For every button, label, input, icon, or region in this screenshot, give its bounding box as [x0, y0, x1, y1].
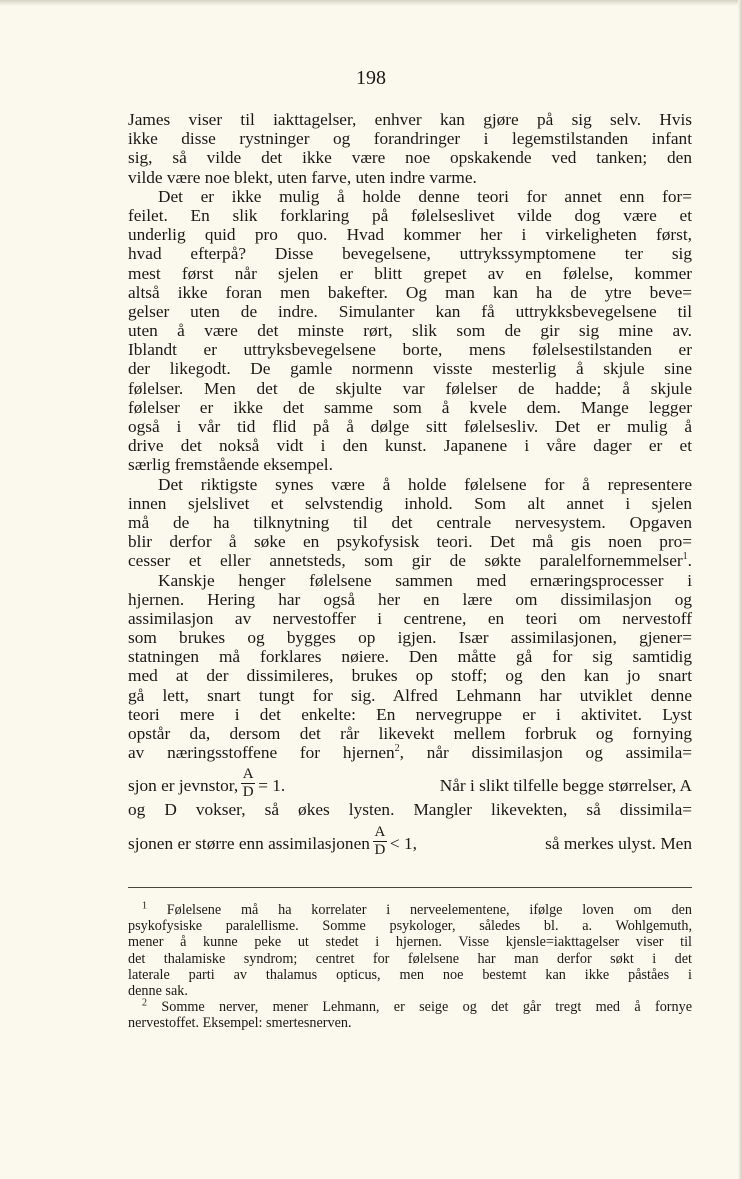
text-line: ikke disse rystninger og forandringer i legemstilstanden infant [128, 129, 692, 149]
formula-line [128, 820, 692, 858]
text-line: følelser. Men det de skjulte var følelser de hadde; å skjule [128, 378, 692, 398]
footnote-mark: 2 [142, 997, 147, 1009]
text-line: og D vokser, så økes lysten. Mangler likevekten, så dissimila= [128, 800, 692, 820]
fraction-denominator: D [242, 784, 254, 801]
text-span: , når dissimilasjon og assimila= [399, 743, 692, 763]
footnote-ref-2: 2 [394, 743, 400, 755]
text-line: Iblandt er uttryksbevegelsene borte, mens følelsestilstanden er [128, 340, 692, 360]
footnote-2 [128, 999, 692, 1015]
text-line: statningen må forklares nøiere. Den måtte gå for sig samtidig [128, 647, 692, 667]
text-line: cesser et eller annetsteds, som gir de søkte paralelfornemmelser$^1$. [128, 551, 692, 571]
text-line: James viser til iakttagelser, enhver kan gjøre på sig selv. Hvis [128, 110, 692, 129]
text-span: < 1, [389, 833, 417, 853]
text-line: må de ha tilknytning til det centrale nervesystem. Opgaven [128, 512, 692, 532]
text-line: særlig fremstående eksempel. [128, 455, 333, 475]
text-line: også i vår tid flid på å dølge sitt følelsesliv. Det er mulig å [128, 417, 692, 436]
text-span: så merkes ulyst. Men [545, 833, 692, 853]
paragraph-start: Kanskje henger følelsene sammen med ernæringsprocesser i [158, 570, 692, 590]
footnote-line: nervestoffet. Eksempel: smertesnerven. [128, 1015, 352, 1032]
formula-segment [128, 821, 417, 858]
footnote-line: psykofysiske paralellisme. Somme psykologer, således bl. a. Wohlgemuth, [128, 918, 692, 935]
text-line: drive det nokså vidt i den kunst. Japanene i våre dager er et [128, 436, 692, 456]
text-line: altså ikke foran men bakefter. Og man kan ha de ytre beve= [128, 282, 692, 302]
text-line: opstår da, dersom det rår likevekt mellem forbruk og fornying [128, 724, 692, 743]
footnotes [128, 902, 692, 1032]
text-line: sig, så vilde det ikke være noe opskakende ved tanken; den [128, 148, 692, 168]
paragraph-start: Det riktigste synes være å holde følelsene for å representere [158, 474, 692, 494]
fraction-denominator: D [374, 841, 386, 858]
footnote-line: laterale parti av thalamus opticus, men noe bestemt kan ikke påståes i [128, 966, 692, 983]
page-number: 198 [356, 67, 386, 89]
text-span: Når i slikt tilfelle begge størrelser, A [439, 776, 692, 796]
text-line: gå lett, snart tungt for sig. Alfred Lehmann har utviklet denne [128, 685, 692, 705]
formula-line [128, 762, 692, 801]
text-line: feilet. En slik forklaring på følelseslivet vilde dog være et [128, 205, 692, 225]
body-text [128, 110, 692, 858]
text-line [128, 743, 692, 762]
text-span: Følelsene må ha korrelater i nerveelementene, ifølge loven om den [166, 902, 693, 918]
text-span: cesser et eller annetsteds, som gir de søkte paralelfornemmelser [128, 551, 683, 571]
fraction-numerator: A [374, 823, 386, 840]
text-span: sjonen er større enn assimilasjonen [128, 833, 370, 853]
text-span: av næringsstoffene for hjernen [128, 743, 395, 763]
fraction-a-over-d [241, 767, 255, 800]
footnote-line: det thalamiske syndrom; centret for følelsene har man derfor søkt i det [128, 950, 692, 967]
footnote-mark: 1 [142, 900, 147, 912]
text-line: der likegodt. De gamle normenn visste mesterlig å skjule sine [128, 359, 692, 379]
text-line: innen sjelslivet et selvstendig inhold. Som alt annet i sjelen [128, 493, 692, 513]
text-line: teori mere i det enkelte: En nervegruppe er i aktivitet. Lyst [128, 704, 692, 724]
footnote-line: denne sak. [128, 982, 188, 999]
text-line: vilde være noe blekt, uten farve, uten indre varme. [128, 167, 477, 187]
text-line: mest først når sjelen er blitt grepet av en følelse, kommer [128, 263, 692, 283]
text-line: følelser er ikke det samme som å kvele dem. Mange legger [128, 397, 692, 417]
text-line: uten å være det minste rørt, slik som de gir sig mine av. [128, 321, 692, 341]
text-line: som brukes og bygges op igjen. Især assimilasjonen, gjener= [128, 628, 692, 648]
formula-segment [128, 763, 286, 801]
text-line: hjernen. Hering har også her en lære om dissimilasjon og [128, 589, 692, 609]
footnote-1 [128, 902, 692, 918]
footnote-divider [128, 887, 692, 888]
fraction-a-over-d [373, 825, 387, 858]
text-span: sjon er jevnstor, [128, 776, 239, 796]
text-line: blir derfor å søke en psykofysisk teori. Det må gis noen pro= [128, 532, 692, 552]
text-span: = 1. [258, 776, 286, 796]
paragraph-start: Det er ikke mulig å holde denne teori for annet enn for= [158, 186, 692, 206]
text-line: underlig quid pro quo. Hvad kommer her i virkeligheten først, [128, 225, 692, 245]
text-line: gelser uten de indre. Simulanter kan få uttrykksbevegelsene til [128, 301, 692, 321]
fraction-numerator: A [242, 766, 254, 783]
page-edge [0, 0, 742, 6]
footnote-line: mener å kunne peke ut stedet i hjernen. Visse kjensle=iakttagelser viser til [128, 934, 692, 951]
text-line: med at der dissimileres, brukes op stoff; og den kan jo snart [128, 666, 692, 686]
text-line: hvad efterpå? Disse bevegelsene, uttrykssymptomene ter sig [128, 244, 692, 264]
page-edge-right [738, 0, 742, 1179]
footnote-ref-1: 1 [682, 551, 688, 563]
text-line: assimilasjon av nervestoffer i centrene, en teori om nervestoff [128, 608, 692, 628]
text-span: Somme nerver, mener Lehmann, er seige og det går tregt med å fornye [161, 999, 693, 1016]
